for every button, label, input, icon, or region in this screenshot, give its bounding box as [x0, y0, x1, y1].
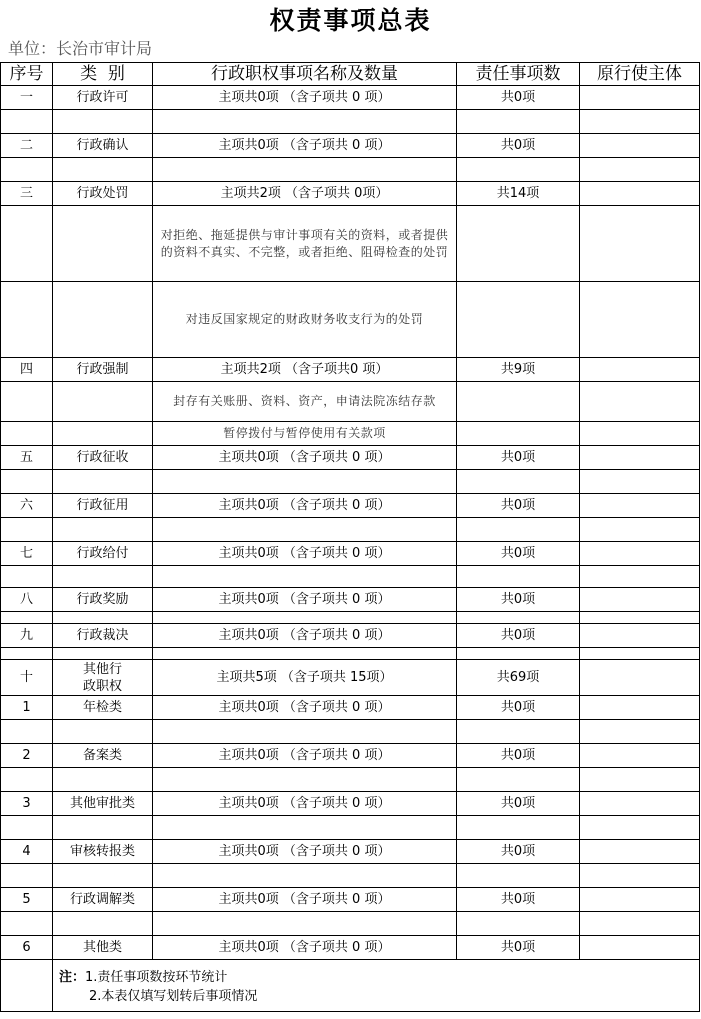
row-resp: 共14项 — [457, 182, 580, 206]
row-no: 5 — [1, 888, 53, 912]
table-row-blank — [1, 720, 700, 744]
table-row — [1, 588, 700, 612]
table-row-blank — [1, 912, 700, 936]
table-row — [1, 792, 700, 816]
row-subject — [580, 696, 700, 720]
table-row-blank — [1, 648, 700, 660]
row-items: 主项共0项 （含子项共 0 项） — [153, 840, 457, 864]
row-no: 九 — [1, 624, 53, 648]
row-category: 行政强制 — [53, 358, 153, 382]
table-header-row — [1, 63, 700, 86]
row-subject — [580, 588, 700, 612]
subitem-text: 对违反国家规定的财政财务收支行为的处罚 — [153, 282, 457, 358]
row-resp: 共0项 — [457, 624, 580, 648]
row-items: 主项共0项 （含子项共 0 项） — [153, 792, 457, 816]
row-no: 6 — [1, 936, 53, 960]
note-line-2: 2.本表仅填写划转后事项情况 — [89, 989, 258, 1004]
table-row-blank — [1, 518, 700, 542]
table-title: 权责事项总表 — [269, 6, 432, 35]
row-resp: 共0项 — [457, 446, 580, 470]
row-category: 行政许可 — [53, 86, 153, 110]
row-resp: 共0项 — [457, 792, 580, 816]
notes-cell — [53, 960, 580, 1012]
row-no: 二 — [1, 134, 53, 158]
row-no: 3 — [1, 792, 53, 816]
row-items: 主项共0项 （含子项共 0 项） — [153, 542, 457, 566]
table-row — [1, 888, 700, 912]
row-category: 行政调解类 — [53, 888, 153, 912]
table-row-blank — [1, 612, 700, 624]
row-resp: 共69项 — [457, 660, 580, 696]
row-resp: 共0项 — [457, 86, 580, 110]
row-items: 主项共0项 （含子项共 0 项） — [153, 588, 457, 612]
row-category: 行政确认 — [53, 134, 153, 158]
table-row-blank — [1, 566, 700, 588]
table-row — [1, 86, 700, 110]
row-subject — [580, 86, 700, 110]
row-resp: 共0项 — [457, 134, 580, 158]
table-row — [1, 182, 700, 206]
unit-label: 单位：长治市审计局 — [8, 39, 153, 58]
header-subject: 原行使主体 — [580, 63, 700, 86]
row-resp: 共0项 — [457, 936, 580, 960]
table-row — [1, 358, 700, 382]
subitem-text: 封存有关账册、资料、资产，申请法院冻结存款 — [153, 382, 457, 422]
row-category: 备案类 — [53, 744, 153, 768]
row-items: 主项共0项 （含子项共 0 项） — [153, 86, 457, 110]
subitem-text: 暂停拨付与暂停使用有关款项 — [153, 422, 457, 446]
row-category: 年检类 — [53, 696, 153, 720]
table-row — [1, 134, 700, 158]
row-no: 2 — [1, 744, 53, 768]
table-row-blank — [1, 864, 700, 888]
row-items: 主项共2项 （含子项共 0项） — [153, 182, 457, 206]
header-no: 序号 — [1, 63, 53, 86]
row-no: 三 — [1, 182, 53, 206]
row-category: 其他类 — [53, 936, 153, 960]
row-no: 四 — [1, 358, 53, 382]
table-row-blank — [1, 470, 700, 494]
row-category: 行政奖励 — [53, 588, 153, 612]
table-row-subitem — [1, 282, 700, 358]
table-row — [1, 494, 700, 518]
table-row — [1, 744, 700, 768]
row-category: 审核转报类 — [53, 840, 153, 864]
row-no: 七 — [1, 542, 53, 566]
table-row — [1, 624, 700, 648]
row-subject — [580, 446, 700, 470]
row-items: 主项共2项 （含子项共0 项） — [153, 358, 457, 382]
row-subject — [580, 840, 700, 864]
row-items: 主项共0项 （含子项共 0 项） — [153, 446, 457, 470]
row-subject — [580, 624, 700, 648]
subitem-text: 对拒绝、拖延提供与审计事项有关的资料，或者提供的资料不真实、不完整，或者拒绝、阻碍检查的处罚 — [153, 206, 457, 282]
row-no: 1 — [1, 696, 53, 720]
row-subject — [580, 134, 700, 158]
header-category: 类 别 — [53, 63, 153, 86]
table-row — [1, 542, 700, 566]
table-row-subitem — [1, 422, 700, 446]
row-resp: 共0项 — [457, 494, 580, 518]
row-items: 主项共0项 （含子项共 0 项） — [153, 696, 457, 720]
row-no: 五 — [1, 446, 53, 470]
row-category: 其他审批类 — [53, 792, 153, 816]
row-resp: 共9项 — [457, 358, 580, 382]
table-row-blank — [1, 110, 700, 134]
row-items: 主项共0项 （含子项共 0 项） — [153, 494, 457, 518]
row-subject — [580, 358, 700, 382]
row-subject — [580, 792, 700, 816]
row-category: 行政给付 — [53, 542, 153, 566]
row-subject — [580, 888, 700, 912]
table-row-blank — [1, 816, 700, 840]
row-subject — [580, 542, 700, 566]
row-category-line2: 政职权 — [82, 678, 122, 694]
table-row-blank — [1, 158, 700, 182]
row-resp: 共0项 — [457, 696, 580, 720]
table-row-blank — [1, 768, 700, 792]
row-items: 主项共0项 （含子项共 0 项） — [153, 888, 457, 912]
table-row-subitem — [1, 206, 700, 282]
row-resp: 共0项 — [457, 840, 580, 864]
table-row-subitem — [1, 382, 700, 422]
row-category: 行政处罚 — [53, 182, 153, 206]
table-row — [1, 696, 700, 720]
row-subject — [580, 936, 700, 960]
row-subject — [580, 660, 700, 696]
table-row — [1, 660, 700, 696]
table-row — [1, 446, 700, 470]
row-resp: 共0项 — [457, 542, 580, 566]
row-category — [53, 660, 153, 696]
table-row — [1, 936, 700, 960]
row-no: 4 — [1, 840, 53, 864]
row-resp: 共0项 — [457, 744, 580, 768]
row-subject — [580, 744, 700, 768]
row-category: 行政征收 — [53, 446, 153, 470]
row-no: 六 — [1, 494, 53, 518]
row-items: 主项共0项 （含子项共 0 项） — [153, 624, 457, 648]
row-subject — [580, 182, 700, 206]
power-responsibility-table — [0, 62, 700, 1012]
header-resp: 责任事项数 — [457, 63, 580, 86]
row-resp: 共0项 — [457, 888, 580, 912]
table-row — [1, 840, 700, 864]
row-no: 八 — [1, 588, 53, 612]
notes-row — [1, 960, 700, 1012]
row-items: 主项共0项 （含子项共 0 项） — [153, 134, 457, 158]
row-no: 一 — [1, 86, 53, 110]
notes-heading: 注： — [59, 970, 86, 985]
row-subject — [580, 494, 700, 518]
row-items: 主项共0项 （含子项共 0 项） — [153, 936, 457, 960]
note-line-1: 1.责任事项数按环节统计 — [85, 970, 228, 985]
row-items: 主项共5项 （含子项共 15项） — [153, 660, 457, 696]
row-resp: 共0项 — [457, 588, 580, 612]
row-category: 行政征用 — [53, 494, 153, 518]
header-items: 行政职权事项名称及数量 — [153, 63, 457, 86]
row-items: 主项共0项 （含子项共 0 项） — [153, 744, 457, 768]
row-no: 十 — [1, 660, 53, 696]
row-category: 行政裁决 — [53, 624, 153, 648]
row-category-line1: 其他行 — [82, 661, 122, 677]
